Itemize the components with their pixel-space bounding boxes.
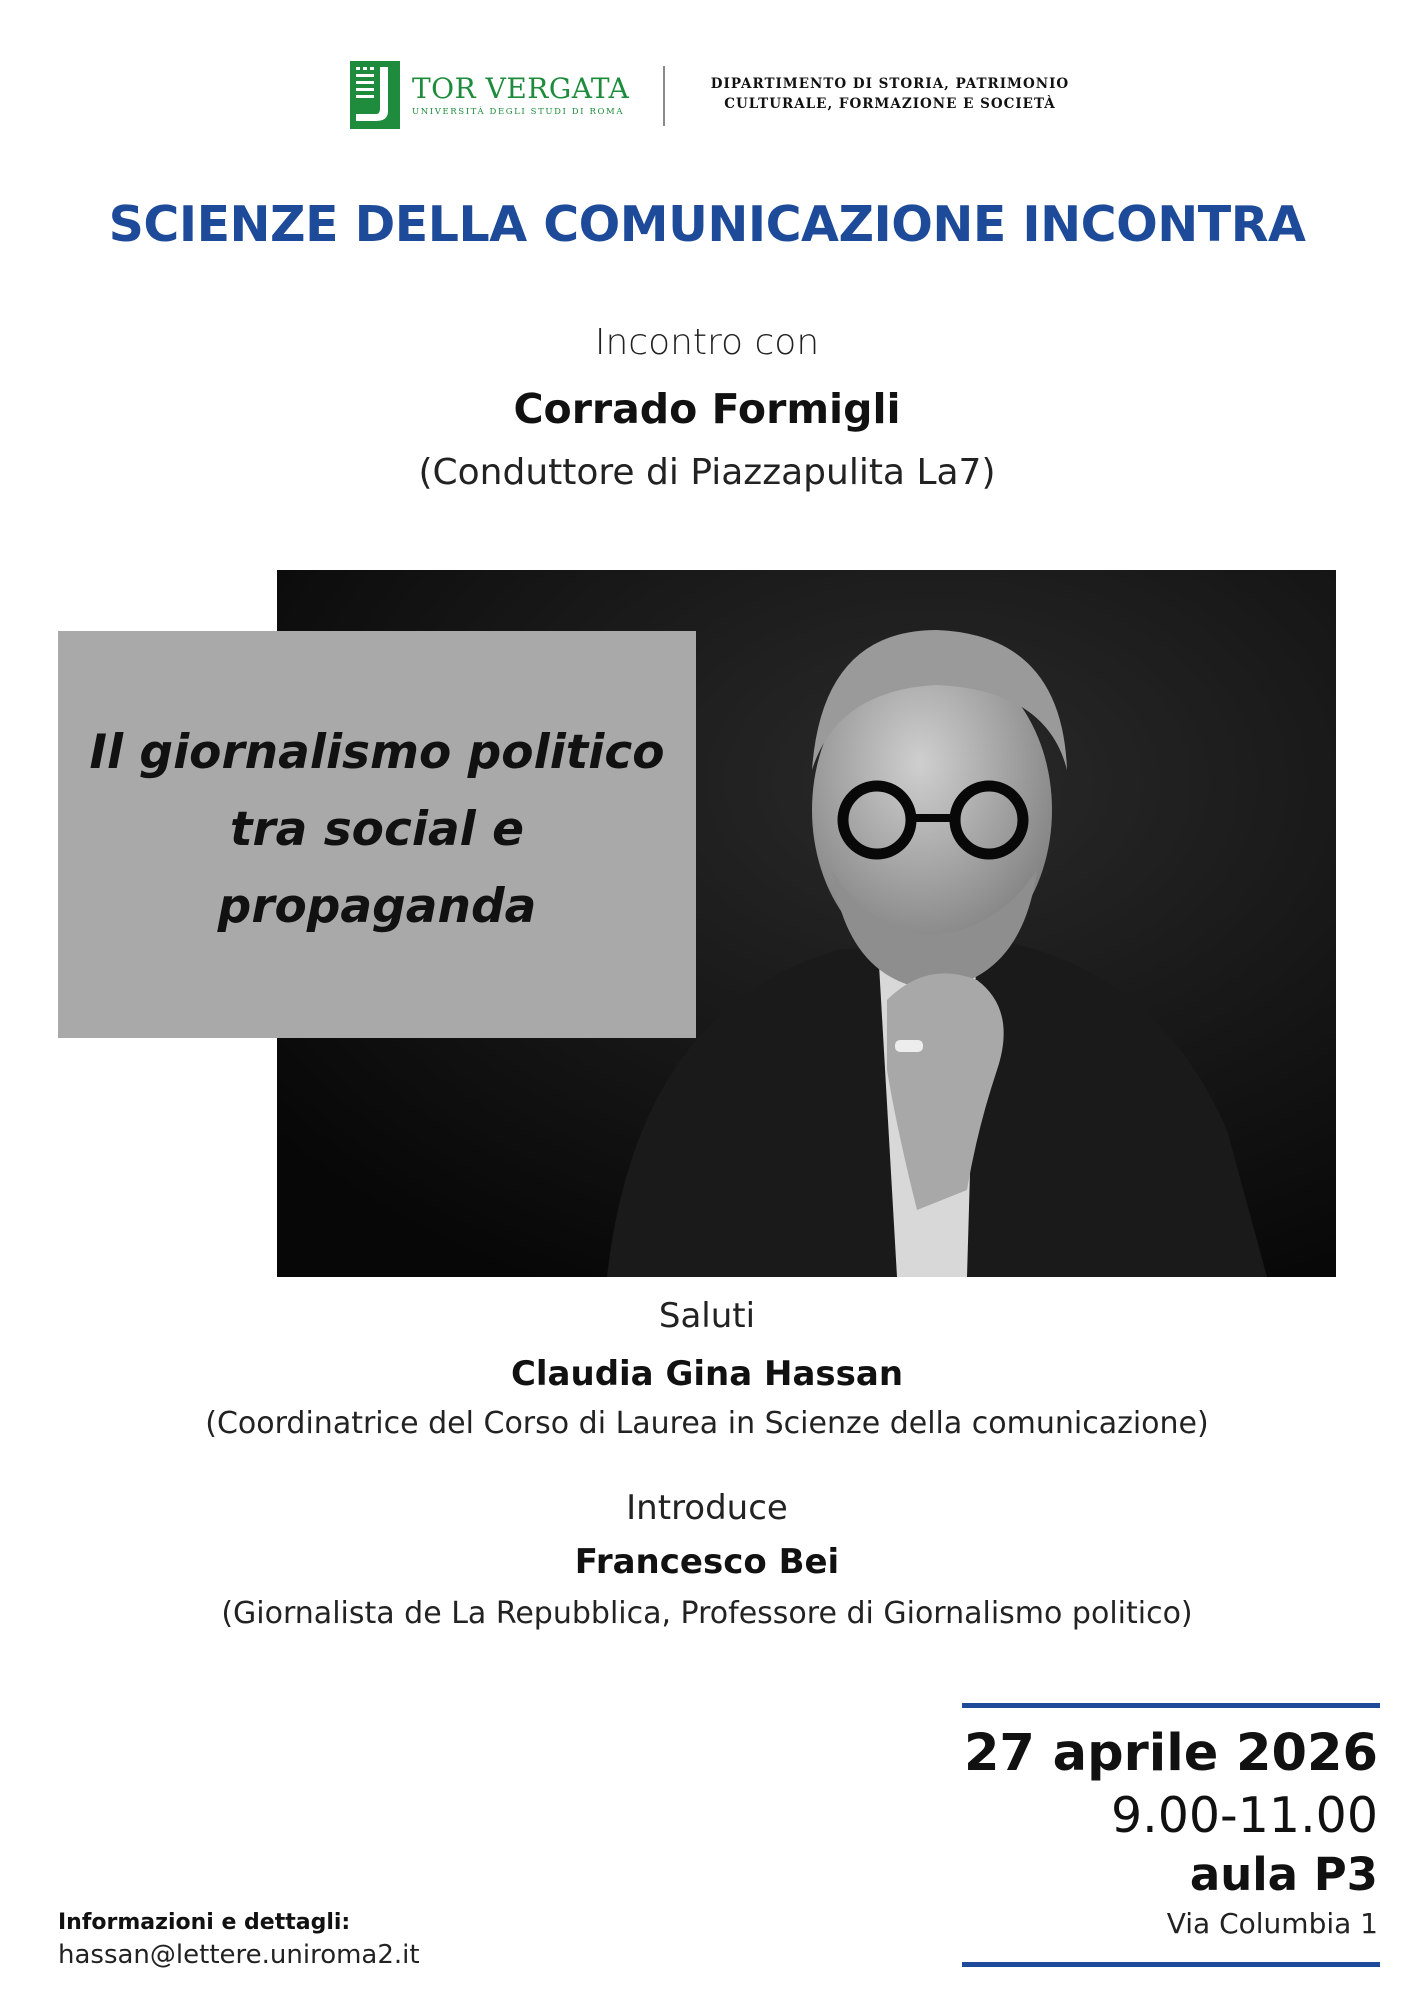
logo-subtitle: UNIVERSITÀ DEGLI STUDI DI ROMA [412, 107, 625, 117]
guest-role: (Conduttore di Piazzapulita La7) [418, 452, 996, 493]
guest-name: Corrado Formigli [513, 385, 901, 433]
theme-line-1: Il giornalismo politico [89, 725, 665, 780]
event-details [964, 1722, 1378, 1944]
header-divider [663, 66, 665, 126]
introduction-role: (Giornalista de La Repubblica, Professore di Giornalismo politico) [221, 1596, 1193, 1631]
event-room: aula P3 [1189, 1848, 1378, 1901]
department-line-2: CULTURALE, FORMAZIONE E SOCIETÀ [724, 96, 1056, 112]
greetings-name: Claudia Gina Hassan [510, 1354, 904, 1394]
guest-label: Incontro con [594, 322, 820, 363]
university-logo [350, 60, 629, 130]
introduction-name: Francesco Bei [574, 1542, 840, 1582]
contact-email[interactable]: hassan@lettere.uniroma2.it [58, 1940, 420, 1970]
date-rule-top [962, 1703, 1380, 1708]
introduction-label: Introduce [626, 1488, 788, 1528]
greetings-role: (Coordinatrice del Corso di Laurea in Scienze della comunicazione) [205, 1406, 1209, 1441]
poster-title: SCIENZE DELLA COMUNICAZIONE INCONTRA [108, 196, 1306, 253]
department-name [690, 74, 1090, 114]
tor-vergata-logo-icon [350, 61, 400, 129]
greetings-label: Saluti [658, 1296, 756, 1336]
theme-title [89, 714, 664, 945]
theme-box [58, 631, 696, 1038]
event-address: Via Columbia 1 [1166, 1907, 1378, 1940]
theme-line-3: propaganda [217, 879, 537, 934]
event-time: 9.00-11.00 [1110, 1787, 1378, 1844]
logo-name: TOR VERGATA [412, 72, 630, 105]
date-rule-bottom [962, 1962, 1380, 1967]
event-date: 27 aprile 2026 [963, 1724, 1378, 1783]
contact-info [58, 1908, 420, 1972]
contact-label: Informazioni e dettagli: [58, 1910, 351, 1935]
department-line-1: DIPARTIMENTO DI STORIA, PATRIMONIO [710, 76, 1070, 92]
theme-line-2: tra social e [229, 802, 525, 857]
